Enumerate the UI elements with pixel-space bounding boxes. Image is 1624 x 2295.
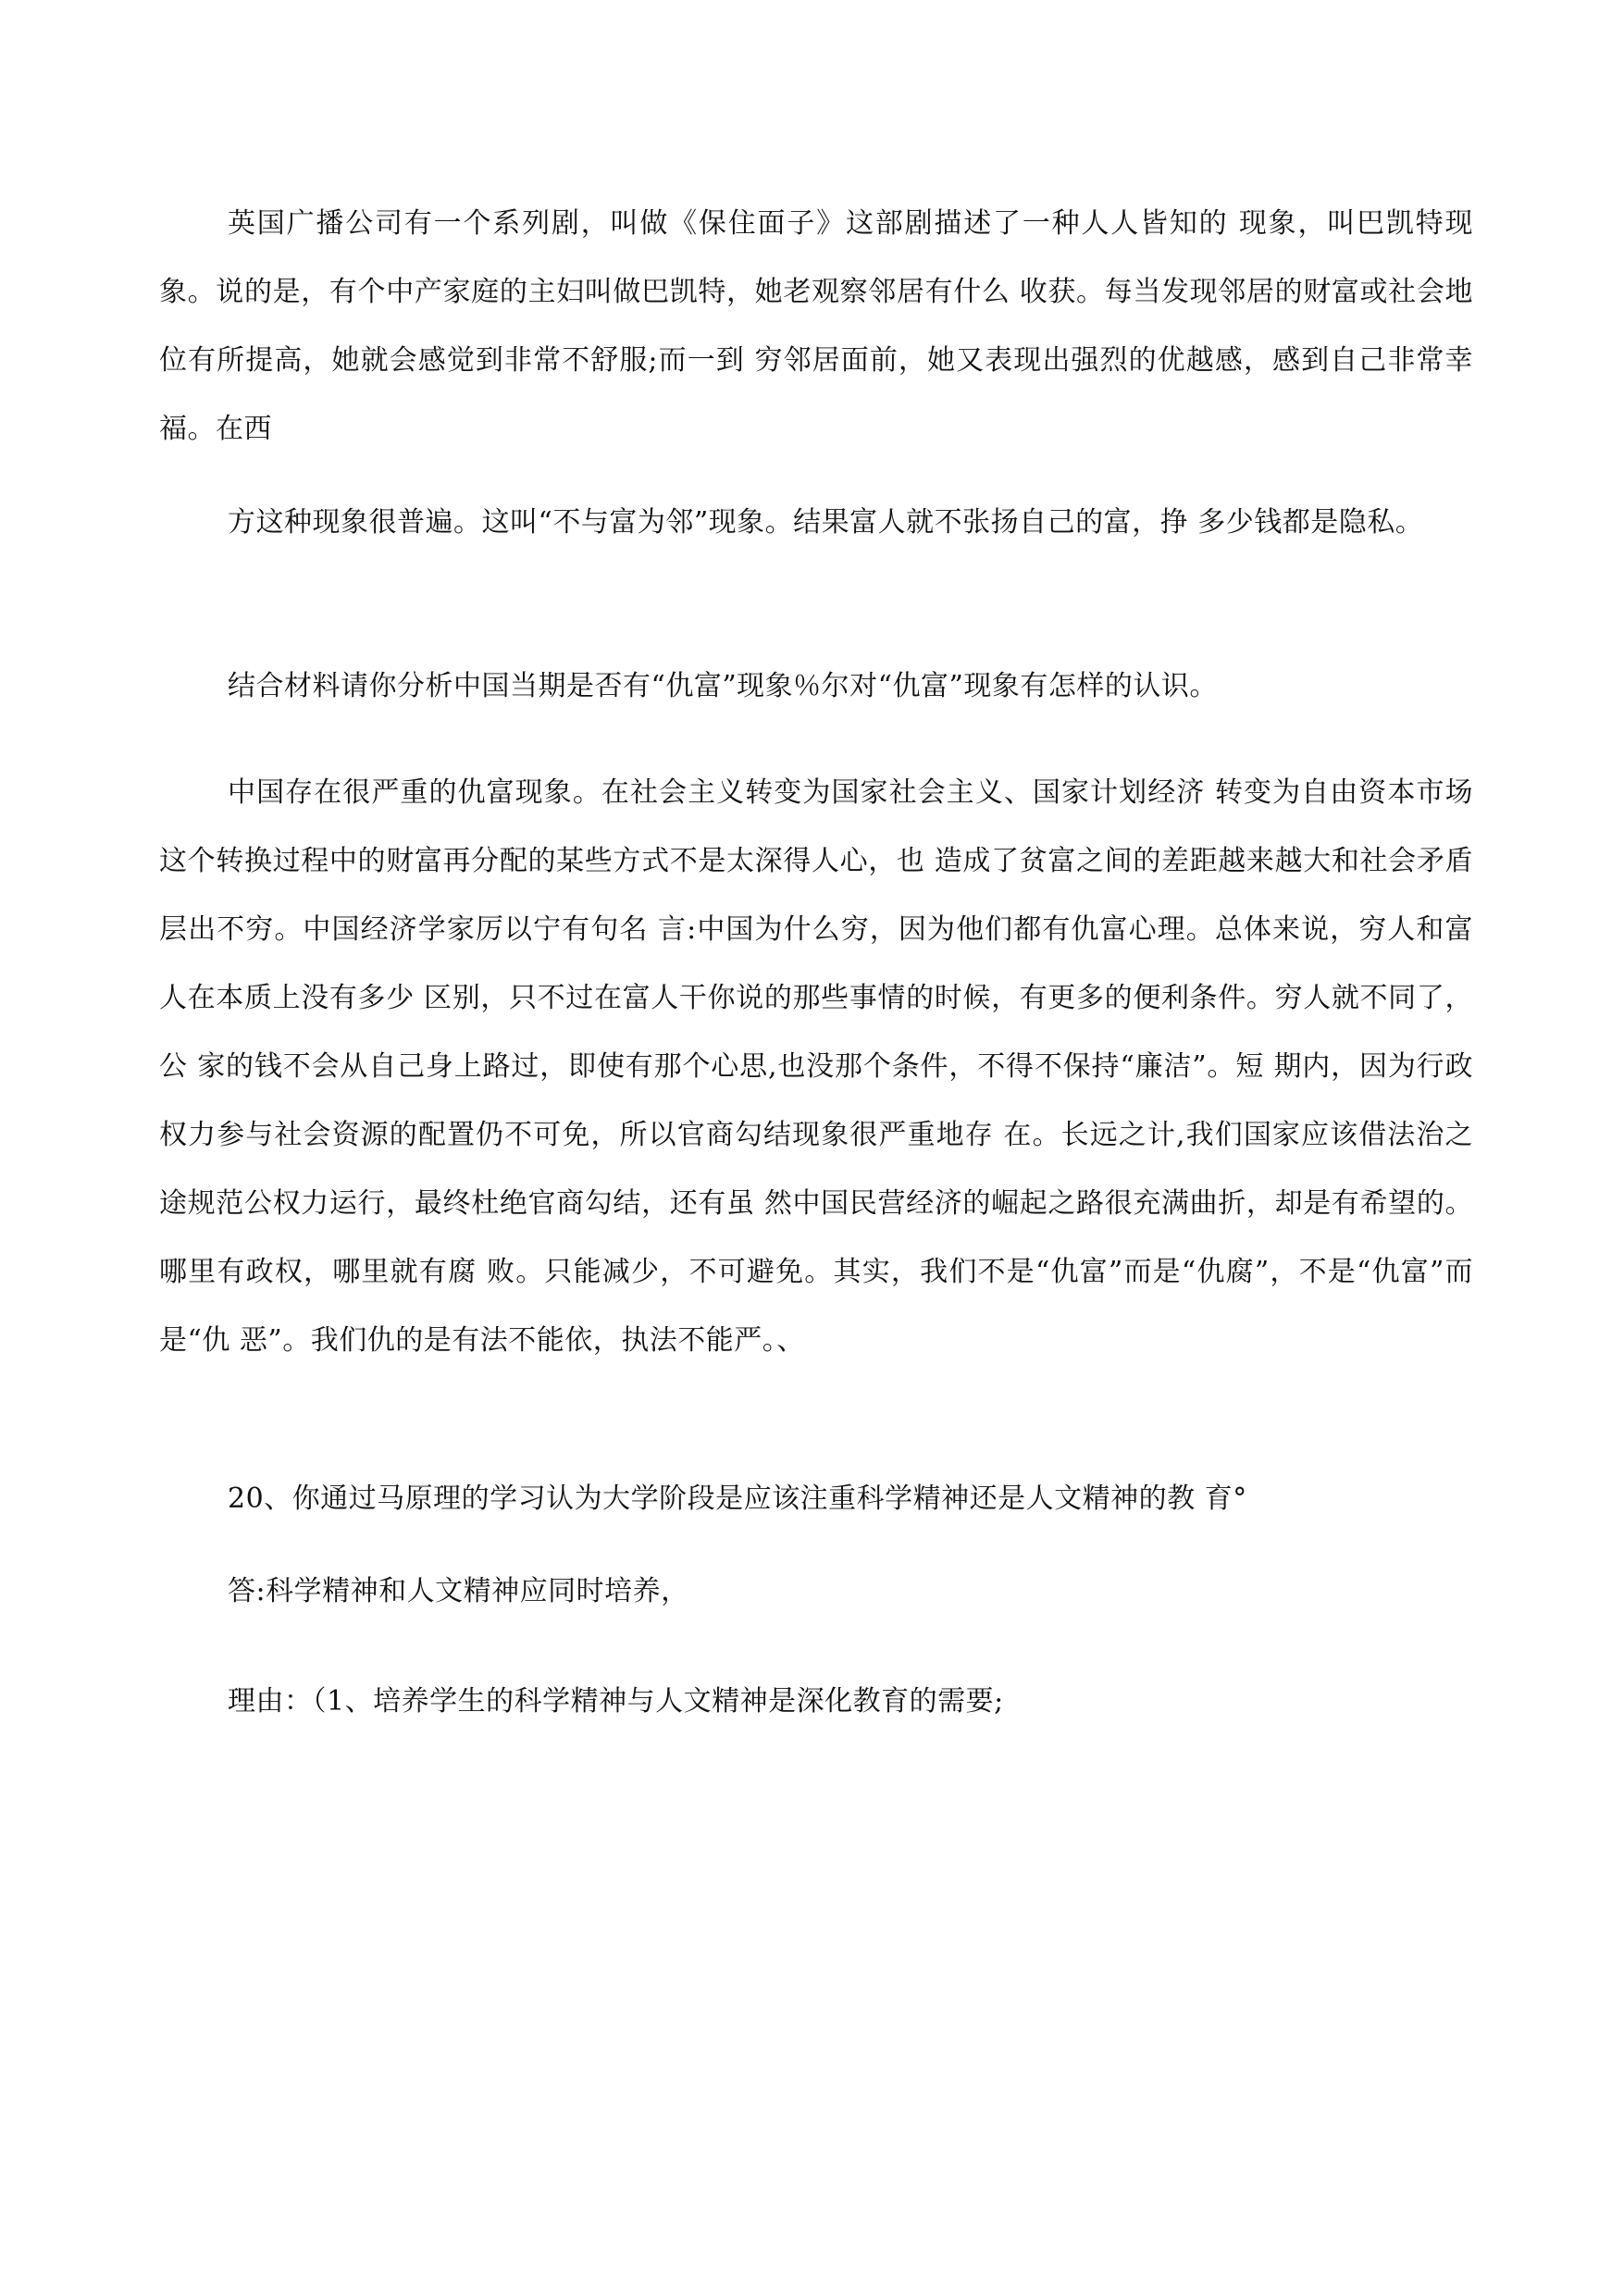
reason-20: 理由：（1、培养学生的科学精神与人文精神是深化教育的需要; [228, 1685, 1004, 1718]
paragraph-answer-analysis: 中国存在很严重的仇富现象。在社会主义转变为国家社会主义、国家计划经济 转变为自由资本市场这个转换过程中的财富再分配的某些方式不是太深得人心，也 造成了贫富之间的差距越来越大和社会矛盾层出不穷。中国经济学家厉以宁有句名 言:中国为什么穷，因为他们都有仇富心理。总体来说，穷人和富人在本质上没有多少 区别，只不过在富人干你说的那些事情的时候，有更多的便利条件。穷人就不同了，公 家的钱不会从自己身上路过，即使有那个心思,也没那个条件，不得不保持“廉洁”。短 期内，因为行政权力参与社会资源的配置仍不可免，所以官商勾结现象很严重地存 在。长远之计,我们国家应该借法治之途规范公权力运行，最终杜绝官商勾结，还有虽 然中国民营经济的崛起之路很充满曲折，却是有希望的。哪里有政权，哪里就有腐 败。只能减少，不可避免。其实，我们不是“仇富”而是“仇腐”，不是“仇富”而是“仇 恶”。我们仇的是有法不能依，执法不能严。、 [159, 776, 1473, 1357]
paragraph-bucket-phenomenon: 英国广播公司有一个系列剧，叫做《保住面子》这部剧描述了一种人人皆知的 现象，叫巴凯特现象。说的是，有个中产家庭的主妇叫做巴凯特，她老观察邻居有什么 收获。每当发现邻居的财富或社会地位有所提高，她就会感觉到非常不舒服;而一到 穷邻居面前，她又表现出强烈的优越感，感到自己非常幸福。在西 [159, 207, 1473, 445]
answer-20: 答:科学精神和人文精神应同时培养， [228, 1575, 689, 1607]
question-20: 20、你通过马原理的学习认为大学阶段是应该注重科学精神还是人文精神的教 育° [228, 1482, 1247, 1515]
paragraph-question: 结合材料请你分析中国当期是否有“仇富”现象％尔对“仇富”现象有怎样的认识。 [228, 670, 1218, 702]
paragraph-western-privacy: 方这种现象很普遍。这叫“不与富为邻”现象。结果富人就不张扬自己的富，挣 多少钱都是隐私。 [228, 506, 1424, 539]
